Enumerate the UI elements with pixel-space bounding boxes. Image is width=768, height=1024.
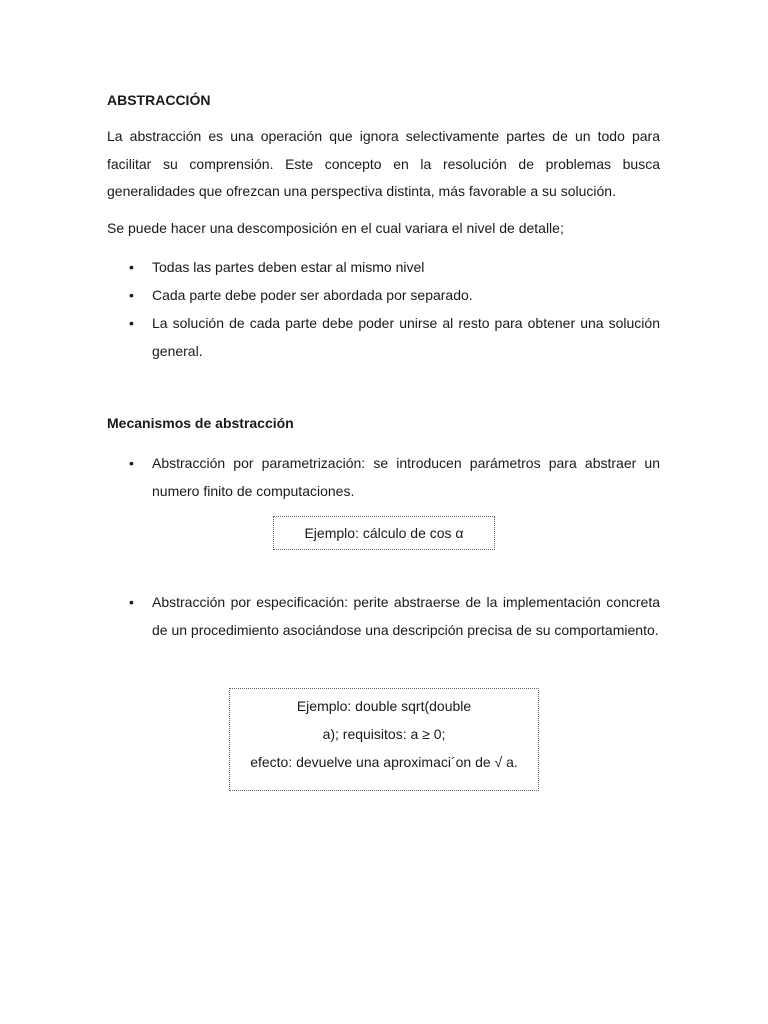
example-param-box xyxy=(273,516,495,550)
bullet-icon: • xyxy=(129,287,134,303)
bullet-text: La solución de cada parte debe poder unirse al resto para obtener una solución general. xyxy=(152,315,660,359)
bullet-icon: • xyxy=(129,594,134,610)
list-item xyxy=(107,449,660,505)
example-spec-line-2: a); requisitos: a ≥ 0; xyxy=(322,726,446,742)
example-spec-line-1: Ejemplo: double sqrt(double xyxy=(296,698,472,714)
bullet-icon: • xyxy=(129,455,134,471)
mechanisms-heading: Mecanismos de abstracción xyxy=(107,415,294,431)
list-item xyxy=(107,588,660,644)
decomposition-paragraph: Se puede hacer una descomposición en el cual variara el nivel de detalle; xyxy=(107,220,564,236)
decomposition-bullet-list xyxy=(107,253,660,365)
mechanism-spec-text: Abstracción por especificación: perite abstraerse de la implementación concreta de un procedimiento asociándose una descripción precisa de su comportamiento. xyxy=(152,594,660,638)
list-item xyxy=(107,281,660,309)
bullet-text: Cada parte debe poder ser abordada por separado. xyxy=(152,287,473,303)
list-item xyxy=(107,309,660,365)
bullet-text: Todas las partes deben estar al mismo nivel xyxy=(152,259,425,275)
bullet-icon: • xyxy=(129,259,134,275)
example-param-text: Ejemplo: cálculo de cos α xyxy=(304,525,464,541)
list-item xyxy=(107,253,660,281)
example-spec-line-3: efecto: devuelve una aproximaci´on de √ a. xyxy=(250,754,518,770)
mechanism-param-list xyxy=(107,449,660,505)
example-spec-box xyxy=(229,688,539,791)
page-title: ABSTRACCIÓN xyxy=(107,92,211,108)
intro-paragraph: La abstracción es una operación que ignora selectivamente partes de un todo para facilitar su comprensión. Este concepto en la resolución de problemas busca generalidades que ofrezcan una perspectiva distinta, más favorable a su solución. xyxy=(107,128,660,199)
mechanism-param-text: Abstracción por parametrización: se introducen parámetros para abstraer un numero finito de computaciones. xyxy=(152,455,660,499)
mechanism-spec-list xyxy=(107,588,660,644)
bullet-icon: • xyxy=(129,315,134,331)
